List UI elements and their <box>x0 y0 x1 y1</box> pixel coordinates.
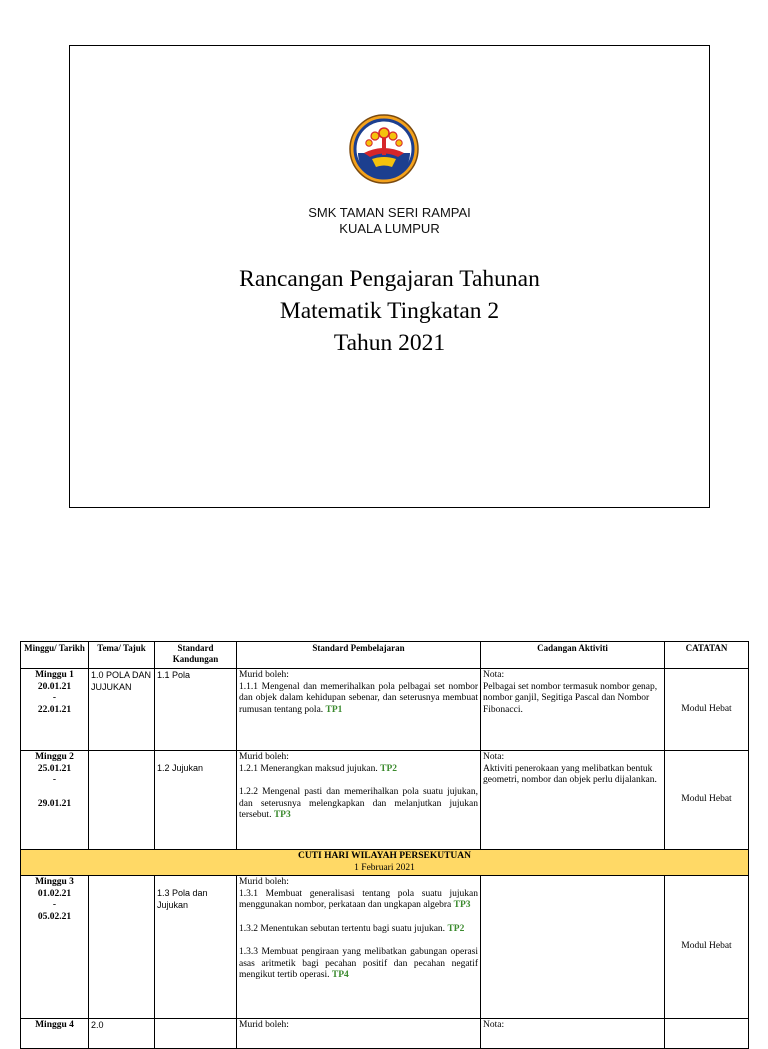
header-standard-kandungan: Standard Kandungan <box>155 642 237 669</box>
tema-cell: 1.0 POLA DAN JUJUKAN <box>89 669 155 751</box>
catatan-cell: Modul Hebat <box>665 876 749 1019</box>
school-crest-logo <box>348 113 420 185</box>
tema-cell: 2.0 <box>89 1019 155 1049</box>
table-row <box>21 876 749 1019</box>
tp-badge: TP2 <box>380 763 398 774</box>
standard-pembelajaran-cell: Murid boleh: 1.2.1 Menerangkan maksud jujukan. TP2 1.2.2 Mengenal pasti dan memerihalkan pola suatu jujukan, dan seterusnya melengkapkan dan melanjutkan jujukan tersebut. TP3 <box>237 751 481 850</box>
cover-page-frame <box>69 45 710 508</box>
week-cell: Minggu 3 01.02.21 - 05.02.21 <box>21 876 89 1019</box>
lesson-plan-table <box>20 641 749 1049</box>
table-row <box>21 751 749 850</box>
tp-badge: TP3 <box>453 900 471 910</box>
holiday-banner <box>21 850 749 876</box>
tp-badge: TP4 <box>331 970 349 980</box>
standard-kandungan-cell <box>155 1019 237 1049</box>
header-tema: Tema/ Tajuk <box>89 642 155 669</box>
tema-cell <box>89 751 155 850</box>
holiday-row <box>21 850 749 876</box>
document-subject: Matematik Tingkatan 2 <box>279 298 500 324</box>
tp-badge: TP1 <box>325 704 343 715</box>
document-year: Tahun 2021 <box>333 330 446 356</box>
standard-pembelajaran-cell: Murid boleh: <box>237 1019 481 1049</box>
week-cell: Minggu 2 25.01.21 - 29.01.21 <box>21 751 89 850</box>
header-standard-pembelajaran: Standard Pembelajaran <box>237 642 481 669</box>
tema-cell <box>89 876 155 1019</box>
holiday-date: 1 Februari 2021 <box>354 862 415 873</box>
standard-kandungan-cell: 1.3 Pola dan Jujukan <box>155 876 237 1019</box>
header-minggu: Minggu/ Tarikh <box>21 642 89 669</box>
table-row <box>21 669 749 751</box>
standard-kandungan-cell: 1.2 Jujukan <box>155 751 237 850</box>
aktiviti-cell: Nota: Pelbagai set nombor termasuk nombor genap, nombor ganjil, Segitiga Pascal dan Nombor Fibonacci. <box>481 669 665 751</box>
catatan-cell <box>665 1019 749 1049</box>
school-location: KUALA LUMPUR <box>339 221 440 236</box>
table-header-row <box>21 642 749 669</box>
tp-badge: TP3 <box>273 810 291 820</box>
catatan-cell: Modul Hebat <box>665 669 749 751</box>
standard-kandungan-cell: 1.1 Pola <box>155 669 237 751</box>
week-cell: Minggu 1 20.01.21 - 22.01.21 <box>21 669 89 751</box>
standard-pembelajaran-cell: Murid boleh: 1.1.1 Mengenal dan memerihalkan pola pelbagai set nombor dan objek dalam kehidupan sebenar, dan seterusnya membuat rumusan tentang pola. TP1 <box>237 669 481 751</box>
aktiviti-cell: Nota: <box>481 1019 665 1049</box>
aktiviti-cell: Nota: Aktiviti penerokaan yang melibatkan bentuk geometri, nombor dan objek perlu dijalankan. <box>481 751 665 850</box>
week-cell: Minggu 4 <box>21 1019 89 1049</box>
standard-pembelajaran-cell: Murid boleh: 1.3.1 Membuat generalisasi tentang pola suatu jujukan menggunakan nombor, perkataan dan ungkapan algebra TP3 1.3.2 Menentukan sebutan tertentu bagi suatu jujukan. TP2 1.3.3 Membuat pengiraan yang melibatkan gabungan operasi asas aritmetik bagi pecahan positif dan pecahan negatif mengikut tertib operasi. TP4 <box>237 876 481 1019</box>
aktiviti-cell <box>481 876 665 1019</box>
holiday-title: CUTI HARI WILAYAH PERSEKUTUAN <box>297 851 472 861</box>
table-row <box>21 1019 749 1049</box>
header-catatan: CATATAN <box>665 642 749 669</box>
catatan-cell: Modul Hebat <box>665 751 749 850</box>
school-name: SMK TAMAN SERI RAMPAI <box>308 205 471 220</box>
header-cadangan-aktiviti: Cadangan Aktiviti <box>481 642 665 669</box>
tp-badge: TP2 <box>447 923 465 934</box>
document-title: Rancangan Pengajaran Tahunan <box>239 266 540 292</box>
